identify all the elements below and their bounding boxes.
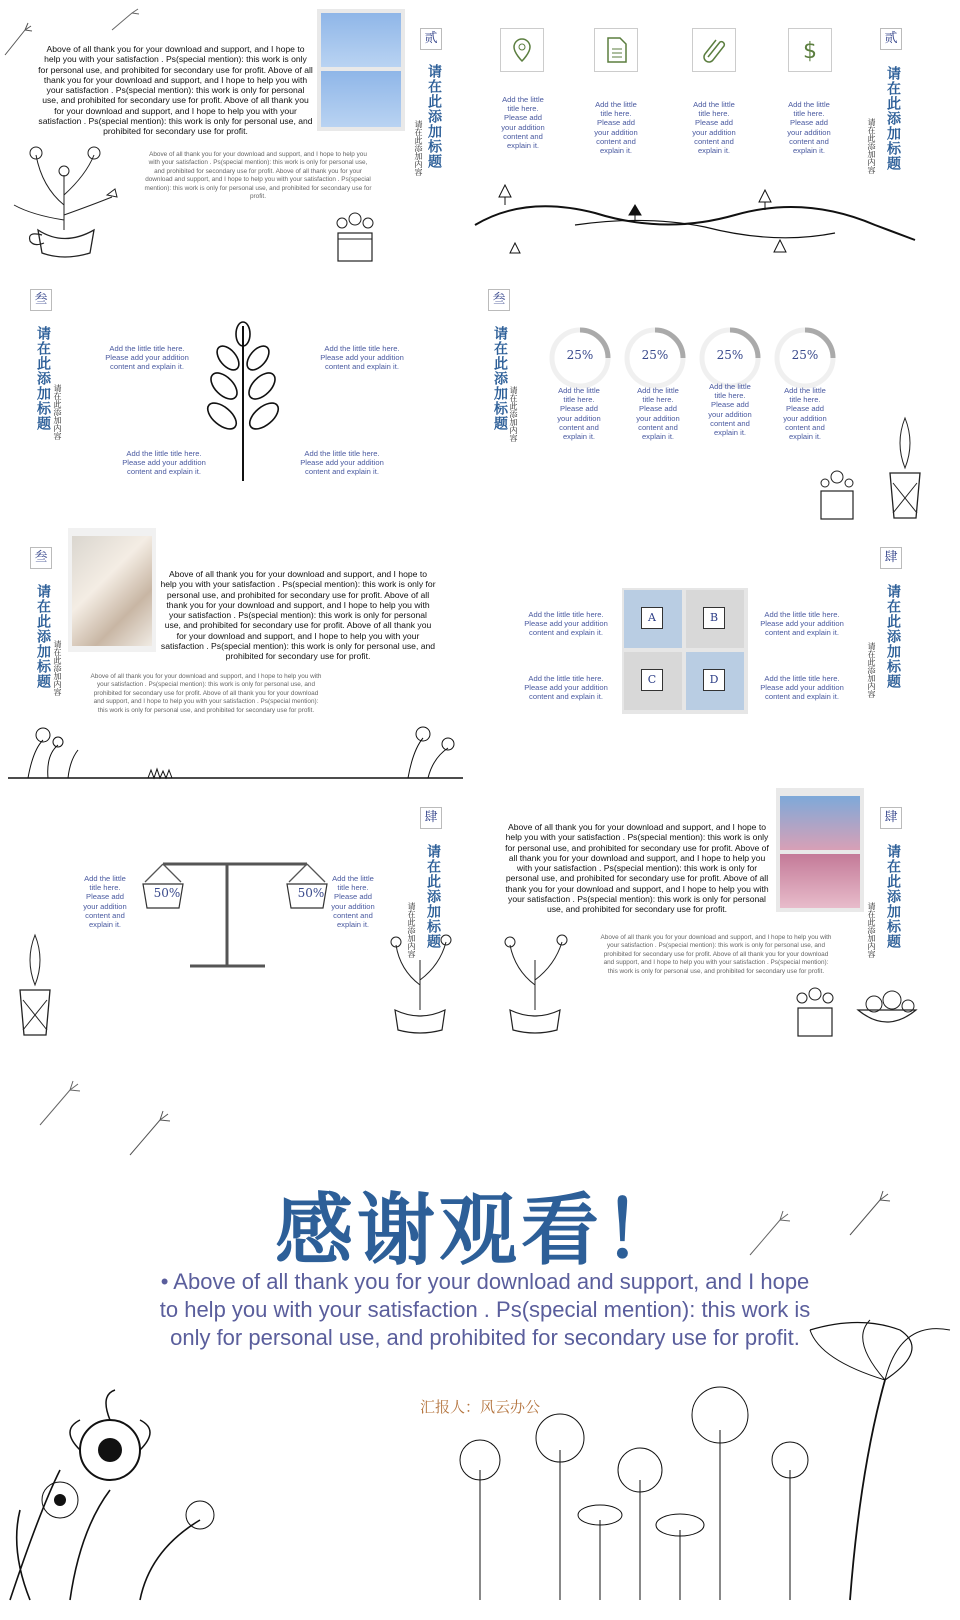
cactus-bowl-doodle [852, 986, 922, 1036]
slide-8-paragraph: Above of all thank you for your download and support, and I hope to help you with your satisfaction . Ps(special mention): this work is only for personal use, and prohibited for secondary use for profit. Above of all thank you for your download and support, and I hope to help you with your satisfaction . Ps(special mention): this work is only for personal use, and prohibited for secondary use for profit. Above of all thank you for your download and support, and I hope to help you with your satisfaction . Ps(special mention): this work is only for personal use, and prohibited for secondary use for profit. [505, 822, 769, 915]
slide-6-item-text: Add the little title here. Please add your addition content and explain it. [760, 610, 844, 638]
vertical-subtitle: 请在此添加内容 [867, 642, 876, 698]
slide-6-item-text: Add the little title here. Please add your addition content and explain it. [524, 674, 608, 702]
hills-trees-doodle [475, 185, 925, 260]
slide-2[interactable] [414, 0, 960, 268]
slide-6-item-text: Add the little title here. Please add your addition content and explain it. [760, 674, 844, 702]
flower-pot-doodle [2, 135, 132, 265]
blossom-photo [317, 9, 405, 131]
icon-box [500, 28, 544, 72]
vertical-subtitle: 请在此添加内容 [414, 120, 423, 176]
reporter: 汇报人：风云办公 [419, 1399, 540, 1416]
slide-7-right-text: Add the little title here. Please add your addition content and explain it. [331, 874, 375, 930]
slide-1-small-text: Above of all thank you for your download and support, and I hope to help you with your satisfaction . Ps(special mention): this work is only for personal use, and prohibited for secondary use for profit. Above of all thank you for your download and support, and I hope to help you with your satisfaction . Ps(special mention): this work is only for personal use, and prohibited for secondary use for profit. [144, 151, 372, 201]
vertical-subtitle: 请在此添加内容 [407, 902, 416, 958]
dandelion-seed-icon [30, 1080, 90, 1130]
slide-6[interactable] [480, 520, 960, 788]
section-number-badge: 肆 [880, 547, 902, 569]
paperclip-icon [693, 29, 735, 71]
balance-scale-icon [135, 850, 335, 970]
dandelion-seed-icon [740, 1210, 800, 1260]
vertical-subtitle: 请在此添加内容 [509, 386, 518, 442]
slide-5-paragraph: Above of all thank you for your download and support, and I hope to help you with your satisfaction . Ps(special mention): this work is only for personal use, and prohibited for secondary use for profit. Above of all thank you for your download and support, and I hope to help you with your satisfaction . Ps(special mention): this work is only for personal use, and prohibited for secondary use for profit. Above of all thank you for your download and support, and I hope to help you with your satisfaction . Ps(special mention): this work is only for personal use, and prohibited for secondary use for profit. [160, 569, 436, 662]
slide-3-item-text: Add the little title here. Please add your addition content and explain it. [320, 344, 404, 372]
puzzle-piece-a: A [624, 590, 682, 648]
flower-pot-doodle [480, 930, 590, 1040]
slide-3[interactable] [0, 268, 480, 536]
slide-2-item-text: Add the little title here. Please add your addition content and explain it. [787, 100, 831, 156]
vertical-subtitle: 请在此添加内容 [53, 640, 62, 696]
slide-2-item-text: Add the little title here. Please add your addition content and explain it. [594, 100, 638, 156]
dandelion-seed-icon [840, 1190, 900, 1240]
slide-7-left-text: Add the little title here. Please add your addition content and explain it. [83, 874, 127, 930]
slide-8-small-text: Above of all thank you for your download and support, and I hope to help you with your satisfaction . Ps(special mention): this work is only for personal use, and prohibited for secondary use for profit. Above of all thank you for your download and support, and I hope to help you with your satisfaction . Ps(special mention): this work is only for personal use, and prohibited for secondary use for profit. [600, 934, 832, 975]
vertical-title: 请在此添加标题 [426, 64, 442, 169]
slide-4[interactable] [480, 268, 960, 536]
dandelion-seed-icon [110, 5, 150, 35]
icon-box [594, 28, 638, 72]
percent-label: 25% [641, 348, 669, 362]
grass-flowers-doodle [8, 720, 468, 780]
slide-3-item-text: Add the little title here. Please add your addition content and explain it. [300, 449, 384, 477]
ending-slide[interactable] [0, 1060, 960, 1600]
puzzle-grid [622, 588, 748, 714]
section-number-badge: 叁 [30, 289, 52, 311]
slide-8[interactable] [480, 780, 960, 1048]
flower-pot-doodle [370, 930, 470, 1040]
scale-left-percent: 50% [153, 886, 181, 900]
slide-4-item-text: Add the little title here. Please add your addition content and explain it. [636, 386, 680, 442]
blossom-photo [68, 528, 156, 652]
slide-4-item-text: Add the little title here. Please add your addition content and explain it. [557, 386, 601, 442]
slide-7[interactable] [0, 780, 480, 1048]
potted-plant-doodle [330, 205, 380, 265]
slide-1-paragraph: Above of all thank you for your download and support, and I hope to help you with your satisfaction . Ps(special mention): this work is only for personal use, and prohibited for secondary use for profit. Above of all thank you for your download and support, and I hope to help you with your satisfaction . Ps(special mention): this work is only for personal use, and prohibited for secondary use for profit. Above of all thank you for your download and support, and I hope to help you with your satisfaction . Ps(special mention): this work is only for personal use, and prohibited for secondary use for profit. [38, 44, 313, 137]
vase-flower-doodle [875, 413, 935, 523]
vertical-title: 请在此添加标题 [35, 584, 51, 689]
vertical-subtitle: 请在此添加内容 [867, 118, 876, 174]
vase-flower-doodle [5, 930, 65, 1040]
vertical-title: 请在此添加标题 [885, 584, 901, 689]
puzzle-piece-d: D [686, 652, 744, 710]
icon-box [692, 28, 736, 72]
vertical-title: 请在此添加标题 [492, 326, 508, 431]
section-number-badge: 叁 [30, 547, 52, 569]
percent-label: 25% [791, 348, 819, 362]
dandelion-field-doodle [430, 1320, 950, 1600]
icon-box [788, 28, 832, 72]
section-number-badge: 贰 [420, 28, 442, 50]
vertical-title: 请在此添加标题 [885, 66, 901, 171]
vertical-title: 请在此添加标题 [35, 326, 51, 431]
potted-plant-doodle [815, 463, 860, 523]
blossom-photo [776, 788, 864, 912]
slide-4-item-text: Add the little title here. Please add your addition content and explain it. [708, 382, 752, 438]
document-icon [595, 29, 637, 71]
section-number-badge: 肆 [880, 807, 902, 829]
slide-3-item-text: Add the little title here. Please add your addition content and explain it. [122, 449, 206, 477]
section-number-badge: 肆 [420, 807, 442, 829]
puzzle-piece-b: B [686, 590, 744, 648]
svg-text:$: $ [803, 39, 817, 64]
puzzle-piece-c: C [624, 652, 682, 710]
slide-4-item-text: Add the little title here. Please add your addition content and explain it. [783, 386, 827, 442]
slide-6-item-text: Add the little title here. Please add your addition content and explain it. [524, 610, 608, 638]
dollar-icon [789, 29, 831, 71]
percent-label: 25% [716, 348, 744, 362]
slide-1[interactable] [0, 0, 480, 268]
bullet-dot: • [160, 1269, 174, 1294]
ending-bullet-text: • Above of all thank you for your download and support, and I hope to help you with your satisfaction . Ps(special mention): this work is only for personal use, and prohibited for secondary use for profit. [159, 1269, 811, 1350]
scale-right-percent: 50% [297, 886, 325, 900]
vertical-title: 请在此添加标题 [885, 844, 901, 949]
dandelion-seed-icon [120, 1110, 180, 1160]
wildflower-doodle [0, 1350, 260, 1600]
dandelion-seed-icon [0, 20, 40, 60]
slide-5[interactable] [0, 520, 480, 788]
vertical-subtitle: 请在此添加内容 [53, 384, 62, 440]
section-number-badge: 叁 [488, 289, 510, 311]
percent-label: 25% [566, 348, 594, 362]
slide-2-item-text: Add the little title here. Please add your addition content and explain it. [501, 95, 545, 151]
section-number-badge: 贰 [880, 28, 902, 50]
ending-title: 感谢观看！ [274, 1186, 685, 1276]
location-pin-icon [501, 29, 543, 71]
vertical-subtitle: 请在此添加内容 [867, 902, 876, 958]
vertical-title: 请在此添加标题 [425, 844, 441, 949]
leaf-branch-doodle [198, 316, 288, 486]
slide-5-small-text: Above of all thank you for your download and support, and I hope to help you with your satisfaction . Ps(special mention): this work is only for personal use, and prohibited for secondary use for profit. Above of all thank you for your download and support, and I hope to help you with your satisfaction . Ps(special mention): this work is only for personal use, and prohibited for secondary use for profit. [90, 673, 322, 714]
slide-2-item-text: Add the little title here. Please add your addition content and explain it. [692, 100, 736, 156]
slide-3-item-text: Add the little title here. Please add your addition content and explain it. [105, 344, 189, 372]
potted-plant-doodle [790, 980, 840, 1040]
